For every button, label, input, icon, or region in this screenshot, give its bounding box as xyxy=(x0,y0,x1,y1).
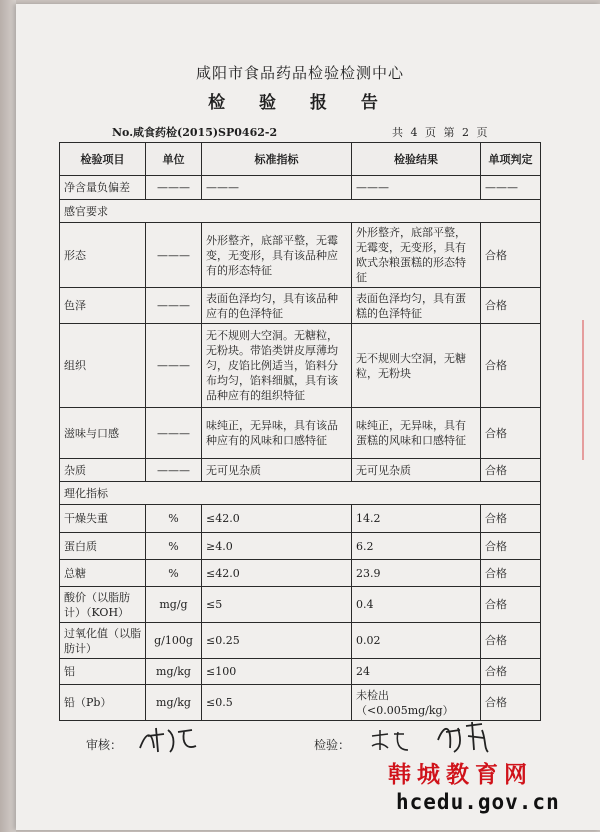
unit-cell: ——— xyxy=(146,324,202,408)
result-cell: 24 xyxy=(352,659,481,685)
verdict-cell: 合格 xyxy=(481,408,541,459)
item-cell: 组织 xyxy=(60,324,146,408)
result-cell: 表面色泽均匀，具有蛋糕的色泽特征 xyxy=(352,288,481,324)
verdict-cell: 合格 xyxy=(481,587,541,623)
item-cell: 杂质 xyxy=(60,459,146,482)
table-row xyxy=(60,223,541,288)
table-row xyxy=(60,659,541,685)
table-row xyxy=(60,288,541,324)
unit-cell: mg/kg xyxy=(146,685,202,721)
section-row xyxy=(60,200,541,223)
item-cell: 形态 xyxy=(60,223,146,288)
standard-cell: ——— xyxy=(202,176,352,200)
section-row xyxy=(60,482,541,505)
result-cell: 外形整齐，底部平整，无霉变，无变形，具有欧式杂粮蛋糕的形态特征 xyxy=(352,223,481,288)
standard-cell: ≥4.0 xyxy=(202,533,352,560)
table-row xyxy=(60,505,541,533)
item-cell: 铝 xyxy=(60,659,146,685)
unit-cell: ——— xyxy=(146,176,202,200)
tester-signature-2 xyxy=(432,718,492,758)
result-cell: 0.02 xyxy=(352,623,481,659)
result-cell: 14.2 xyxy=(352,505,481,533)
table-row xyxy=(60,324,541,408)
standard-cell: 无可见杂质 xyxy=(202,459,352,482)
column-header: 标准指标 xyxy=(202,143,352,176)
item-cell: 过氧化值（以脂肪计） xyxy=(60,623,146,659)
report-title: 检 验 报 告 xyxy=(208,93,392,113)
unit-cell: % xyxy=(146,560,202,587)
unit-cell: % xyxy=(146,505,202,533)
verdict-cell: 合格 xyxy=(481,560,541,587)
unit-cell: ——— xyxy=(146,459,202,482)
result-cell: 未检出（<0.005mg/kg） xyxy=(352,685,481,721)
column-header: 检验项目 xyxy=(60,143,146,176)
item-cell: 铅（Pb） xyxy=(60,685,146,721)
tester-label: 检验： xyxy=(314,738,351,752)
unit-cell: ——— xyxy=(146,288,202,324)
verdict-cell: 合格 xyxy=(481,505,541,533)
watermark-domain: hcedu.gov.cn xyxy=(396,790,560,814)
table-header-row xyxy=(60,143,541,176)
result-cell: 无可见杂质 xyxy=(352,459,481,482)
page-info: 共 4 页 第 2 页 xyxy=(392,126,488,139)
table-row xyxy=(60,176,541,200)
section-label: 理化指标 xyxy=(60,482,541,505)
table-row xyxy=(60,685,541,721)
standard-cell: ≤100 xyxy=(202,659,352,685)
standard-cell: ≤5 xyxy=(202,587,352,623)
verdict-cell: 合格 xyxy=(481,324,541,408)
result-cell: 23.9 xyxy=(352,560,481,587)
verdict-cell: 合格 xyxy=(481,223,541,288)
item-cell: 蛋白质 xyxy=(60,533,146,560)
section-label: 感官要求 xyxy=(60,200,541,223)
standard-cell: ≤0.5 xyxy=(202,685,352,721)
result-cell: 无不规则大空洞，无糖粒，无粉块 xyxy=(352,324,481,408)
table-row xyxy=(60,587,541,623)
item-cell: 酸价（以脂肪计）（KOH） xyxy=(60,587,146,623)
result-cell: ——— xyxy=(352,176,481,200)
verdict-cell: 合格 xyxy=(481,533,541,560)
watermark-site-name: 韩城教育网 xyxy=(388,762,533,788)
reviewer-signature xyxy=(134,722,200,758)
item-cell: 干燥失重 xyxy=(60,505,146,533)
page-edge-shadow xyxy=(0,0,16,832)
standard-cell: 味纯正，无异味，具有该品种应有的风味和口感特征 xyxy=(202,408,352,459)
verdict-cell: ——— xyxy=(481,176,541,200)
tester-signature-1 xyxy=(368,726,412,756)
red-seal-fragment xyxy=(582,320,600,460)
unit-cell: g/100g xyxy=(146,623,202,659)
verdict-cell: 合格 xyxy=(481,288,541,324)
standard-cell: 外形整齐，底部平整，无霉变，无变形，具有该品种应有的形态特征 xyxy=(202,223,352,288)
standard-cell: 表面色泽均匀，具有该品种应有的色泽特征 xyxy=(202,288,352,324)
standard-cell: ≤42.0 xyxy=(202,505,352,533)
inspection-table xyxy=(59,142,541,721)
organization-name: 咸阳市食品药品检验检测中心 xyxy=(195,64,404,82)
unit-cell: mg/g xyxy=(146,587,202,623)
table-row xyxy=(60,408,541,459)
table-row xyxy=(60,623,541,659)
unit-cell: ——— xyxy=(146,223,202,288)
table-row xyxy=(60,533,541,560)
verdict-cell: 合格 xyxy=(481,623,541,659)
standard-cell: ≤0.25 xyxy=(202,623,352,659)
table-row xyxy=(60,459,541,482)
verdict-cell: 合格 xyxy=(481,659,541,685)
item-cell: 总糖 xyxy=(60,560,146,587)
column-header: 单位 xyxy=(146,143,202,176)
standard-cell: 无不规则大空洞。无糖粒，无粉块。带馅类饼皮厚薄均匀，皮馅比例适当，馅料分布均匀，馅料细腻，具有该品种应有的组织特征 xyxy=(202,324,352,408)
unit-cell: mg/kg xyxy=(146,659,202,685)
result-cell: 6.2 xyxy=(352,533,481,560)
result-cell: 0.4 xyxy=(352,587,481,623)
report-number: No.咸食药检(2015)SP0462-2 xyxy=(112,126,278,139)
table-row xyxy=(60,560,541,587)
reviewer-label: 审核： xyxy=(86,738,123,752)
unit-cell: ——— xyxy=(146,408,202,459)
column-header: 单项判定 xyxy=(481,143,541,176)
item-cell: 净含量负偏差 xyxy=(60,176,146,200)
result-cell: 味纯正，无异味，具有蛋糕的风味和口感特征 xyxy=(352,408,481,459)
item-cell: 色泽 xyxy=(60,288,146,324)
table-body xyxy=(60,176,541,721)
unit-cell: % xyxy=(146,533,202,560)
standard-cell: ≤42.0 xyxy=(202,560,352,587)
item-cell: 滋味与口感 xyxy=(60,408,146,459)
verdict-cell: 合格 xyxy=(481,685,541,721)
column-header: 检验结果 xyxy=(352,143,481,176)
verdict-cell: 合格 xyxy=(481,459,541,482)
